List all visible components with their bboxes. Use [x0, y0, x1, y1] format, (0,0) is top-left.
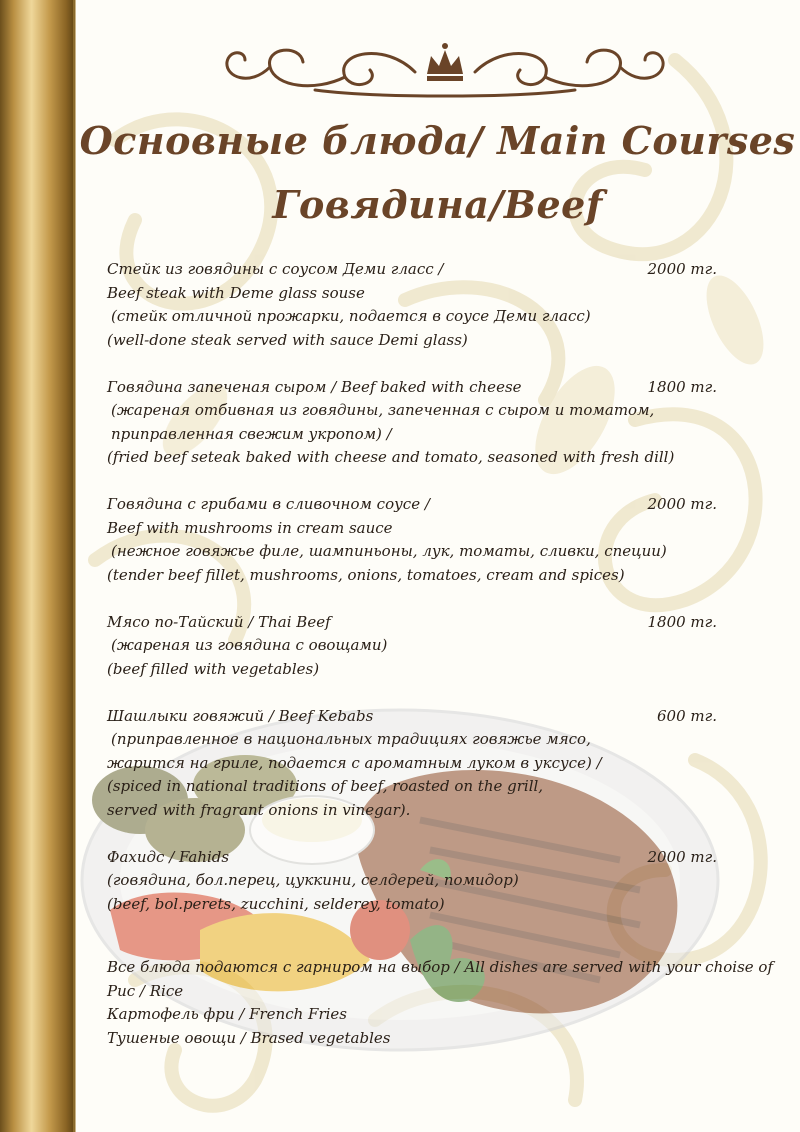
dish-description: (говядина, бол.перец, цуккини, селдерей, помидор) [107, 871, 519, 889]
dish-price: 2000 тг. [647, 260, 717, 278]
dish-description-en: (spiced in national traditions of beef, roasted on the grill, [107, 777, 544, 795]
dish-description-en: (tender beef fillet, mushrooms, onions, tomatoes, cream and spices) [107, 565, 625, 584]
dish-description-en: served with fragrant onions in vinegar). [107, 800, 411, 819]
dish-price: 600 тг. [657, 706, 717, 725]
dish-name-en: Beef with mushrooms in cream sauce [107, 518, 393, 537]
dish-name-en: Beef steak with Deme glass souse [107, 283, 365, 302]
dish-item [107, 705, 717, 823]
dish-item [107, 493, 717, 587]
dish-name: Стейк из говядины с соусом Деми гласс / [107, 260, 444, 278]
sides-intro: Все блюда подаются с гарниром на выбор / All dishes are served with your choise of [107, 958, 773, 976]
side-option-vegetables: Тушеные овощи / Brased vegetables [107, 1028, 391, 1047]
dish-description-en: (beef filled with vegetables) [107, 659, 320, 678]
dish-description: (стейк отличной прожарки, подается в соусе Деми гласс) [111, 307, 591, 325]
gold-side-band [0, 0, 75, 1132]
page-title: Основные блюда/ Main Courses [79, 118, 796, 163]
side-option-fries: Картофель фри / French Fries [107, 1005, 347, 1023]
section-title: Говядина/Beef [272, 182, 603, 227]
dish-description: (жареная отбивная из говядины, запеченная с сыром и томатом, [111, 401, 655, 419]
dish-price: 1800 тг. [647, 612, 717, 631]
dish-description: жарится на гриле, подается с ароматным луком в уксусе) / [107, 753, 602, 772]
dish-description: (жареная из говядина с овощами) [111, 636, 388, 654]
dish-description-en: (beef, bol.perets, zucchini, selderey, tomato) [107, 894, 445, 913]
side-dishes [107, 956, 773, 1050]
dish-price: 1800 тг. [647, 377, 717, 396]
dish-item [107, 611, 717, 682]
dish-item [107, 258, 717, 352]
dish-item [107, 376, 717, 470]
dish-description: (приправленное в национальных традициях говяжье мясо, [111, 730, 591, 748]
dish-name: Фахидс / Fahids [107, 847, 230, 866]
dish-description: (нежное говяжье филе, шампиньоны, лук, томаты, сливки, специи) [111, 542, 667, 560]
dish-item [107, 846, 717, 917]
dish-price: 2000 тг. [647, 495, 717, 513]
dish-name: Шашлыки говяжий / Beef Kebabs [107, 706, 374, 725]
dish-description-en: (fried beef seteak baked with cheese and tomato, seasoned with fresh dill) [107, 448, 675, 466]
dish-name: Говядина с грибами в сливочном соусе / [107, 495, 430, 513]
dish-name: Говядина запеченая сыром / Beef baked with cheese [107, 377, 522, 396]
crown-ornament [215, 32, 675, 102]
dish-price: 2000 тг. [647, 847, 717, 866]
dish-description-en: (well-done steak served with sauce Demi glass) [107, 330, 468, 349]
side-option-rice: Рис / Rice [107, 981, 184, 1000]
dish-name: Мясо по-Тайский / Thai Beef [107, 612, 331, 631]
menu-content [107, 258, 773, 1050]
dish-description: приправленная свежим укропом) / [111, 424, 392, 443]
